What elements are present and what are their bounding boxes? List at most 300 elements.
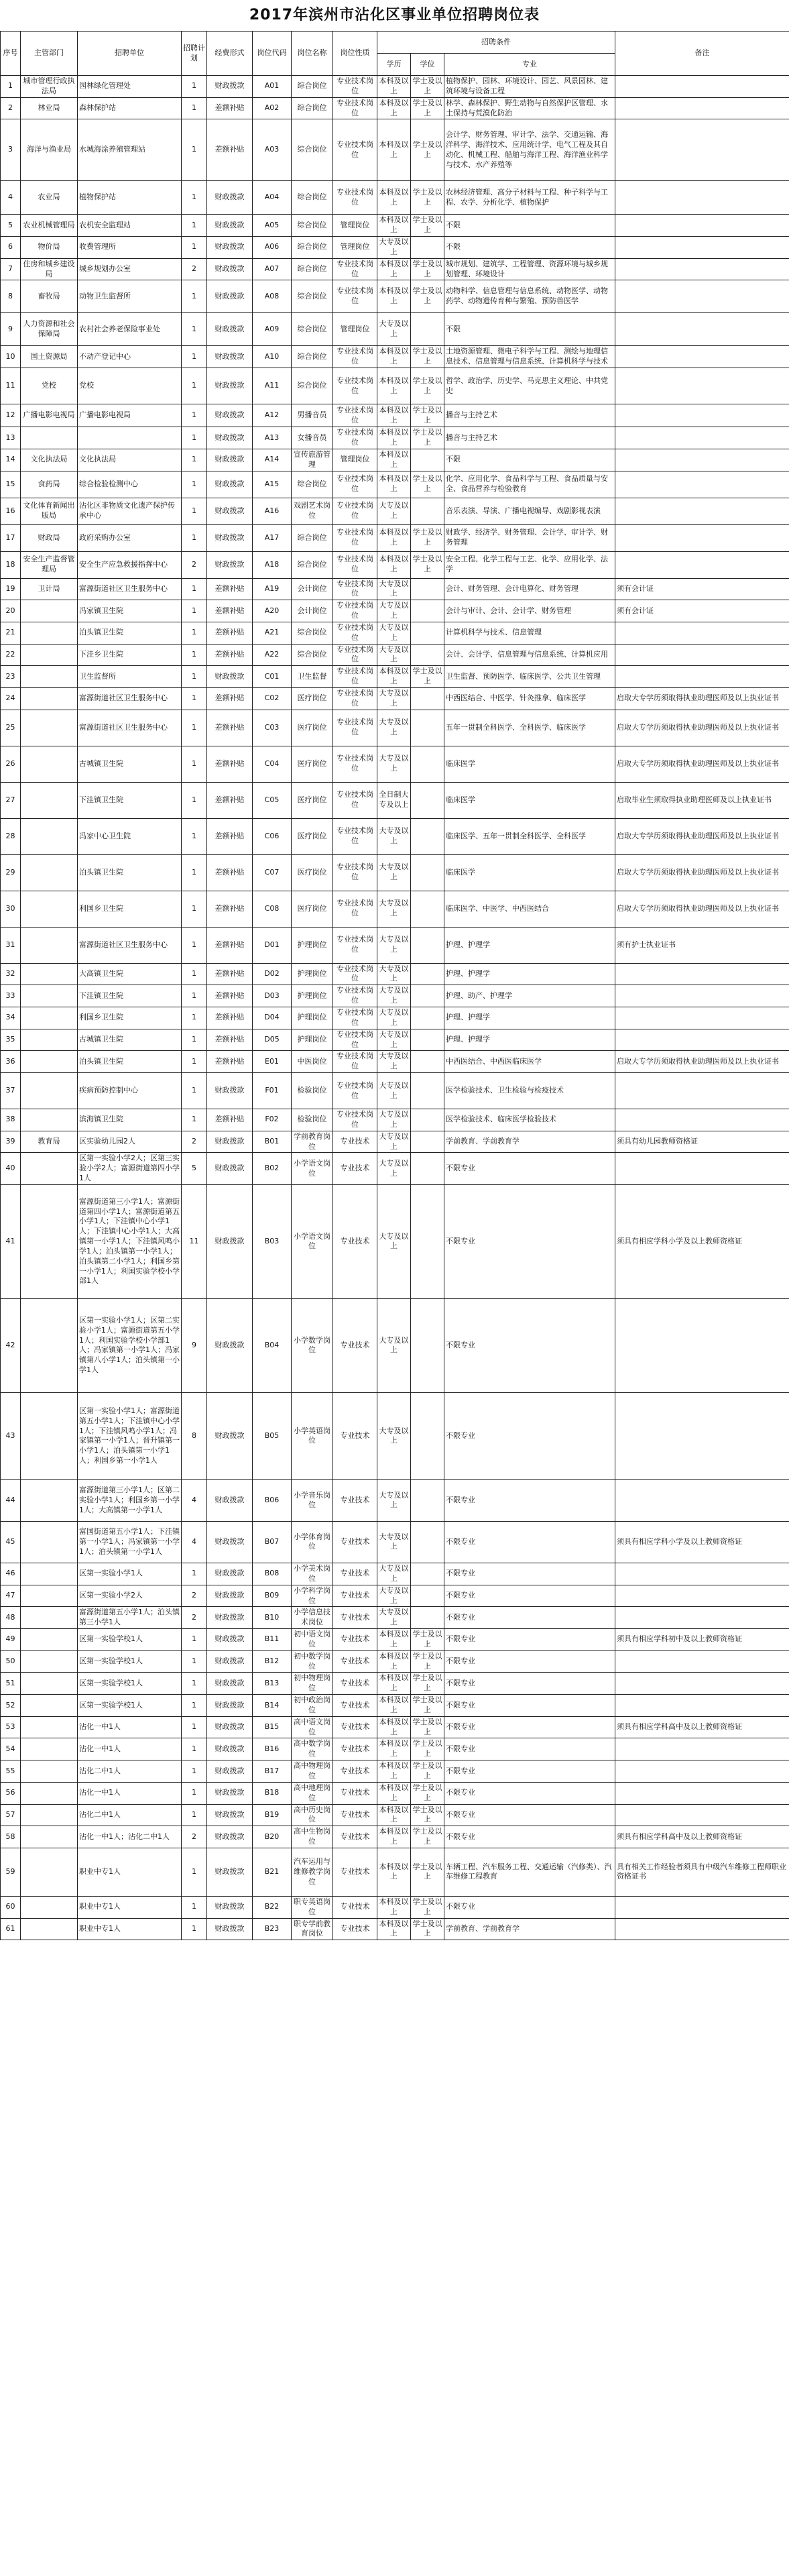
row-degree <box>411 622 444 644</box>
table-row <box>1 1607 789 1629</box>
row-degree: 学士及以上 <box>411 119 444 181</box>
table-row <box>1 854 789 891</box>
row-dept <box>21 963 78 985</box>
table-row <box>1 622 789 644</box>
row-fund: 财政拨款 <box>207 1782 253 1804</box>
row-education: 大专及以上 <box>377 687 411 710</box>
table-row <box>1 1073 789 1109</box>
row-nature: 专业技术岗位 <box>333 368 377 404</box>
row-unit: 疾病预防控制中心 <box>78 1073 182 1109</box>
row-no: 13 <box>1 427 21 449</box>
table-row <box>1 498 789 524</box>
table-row <box>1 1131 789 1153</box>
row-plan: 1 <box>182 854 207 891</box>
row-plan: 1 <box>182 746 207 782</box>
row-education: 大专及以上 <box>377 498 411 524</box>
row-code: A16 <box>253 498 292 524</box>
row-post: 医疗岗位 <box>292 746 333 782</box>
row-nature: 专业技术岗位 <box>333 498 377 524</box>
row-nature: 管理岗位 <box>333 313 377 346</box>
row-degree: 学士及以上 <box>411 1848 444 1896</box>
table-row <box>1 1716 789 1738</box>
row-fund: 差额补贴 <box>207 1051 253 1073</box>
row-education: 本科及以上 <box>377 1782 411 1804</box>
row-plan: 1 <box>182 1073 207 1109</box>
row-major: 学前教育、学前教育学 <box>444 1918 615 1940</box>
row-code: B02 <box>253 1153 292 1185</box>
row-dept <box>21 1392 78 1479</box>
row-major: 临床医学、中医学、中西医结合 <box>444 891 615 927</box>
row-dept: 城市管理行政执法局 <box>21 76 78 98</box>
table-row <box>1 449 789 471</box>
row-plan: 1 <box>182 666 207 688</box>
row-code: A15 <box>253 471 292 498</box>
row-plan: 1 <box>182 1563 207 1585</box>
row-dept <box>21 1650 78 1673</box>
row-no: 48 <box>1 1607 21 1629</box>
row-degree <box>411 985 444 1007</box>
row-post: 综合岗位 <box>292 280 333 313</box>
row-education: 本科及以上 <box>377 1716 411 1738</box>
row-plan: 1 <box>182 985 207 1007</box>
row-post: 综合岗位 <box>292 313 333 346</box>
row-note <box>615 524 789 551</box>
row-dept: 国土资源局 <box>21 346 78 368</box>
table-row <box>1 524 789 551</box>
row-dept: 广播电影电视局 <box>21 404 78 427</box>
table-row <box>1 404 789 427</box>
row-no: 39 <box>1 1131 21 1153</box>
row-plan: 1 <box>182 119 207 181</box>
row-nature: 专业技术岗位 <box>333 854 377 891</box>
row-code: D05 <box>253 1029 292 1051</box>
row-degree <box>411 1007 444 1029</box>
row-unit: 沾化二中1人 <box>78 1760 182 1783</box>
row-nature: 专业技术 <box>333 1563 377 1585</box>
row-nature: 专业技术 <box>333 1392 377 1479</box>
row-major: 中西医结合、中西医临床医学 <box>444 1051 615 1073</box>
row-post: 高中语文岗位 <box>292 1716 333 1738</box>
row-nature: 专业技术 <box>333 1695 377 1717</box>
row-fund: 财政拨款 <box>207 524 253 551</box>
row-unit: 富国街道第五小学1人；下洼镇第一小学1人；冯家镇第一小学1人；泊头镇第一小学1人 <box>78 1521 182 1563</box>
row-note <box>615 1298 789 1392</box>
row-degree <box>411 578 444 600</box>
row-degree <box>411 237 444 259</box>
row-education: 本科及以上 <box>377 119 411 181</box>
row-plan: 1 <box>182 368 207 404</box>
row-no: 31 <box>1 927 21 963</box>
row-note <box>615 368 789 404</box>
row-unit: 园林绿化管理处 <box>78 76 182 98</box>
row-dept: 海洋与渔业局 <box>21 119 78 181</box>
row-unit: 区第一实验学校1人 <box>78 1673 182 1695</box>
row-dept <box>21 1782 78 1804</box>
row-fund: 差额补贴 <box>207 600 253 622</box>
row-nature: 专业技术岗位 <box>333 818 377 854</box>
row-note <box>615 1153 789 1185</box>
row-major: 不限专业 <box>444 1629 615 1651</box>
row-code: B04 <box>253 1298 292 1392</box>
row-no: 55 <box>1 1760 21 1783</box>
table-row <box>1 119 789 181</box>
row-major: 播音与主持艺术 <box>444 404 615 427</box>
row-major: 不限专业 <box>444 1738 615 1760</box>
row-plan: 1 <box>182 76 207 98</box>
row-code: C07 <box>253 854 292 891</box>
row-note <box>615 1563 789 1585</box>
row-unit: 富源街道社区卫生服务中心 <box>78 578 182 600</box>
row-note <box>615 1029 789 1051</box>
row-education: 大专及以上 <box>377 1131 411 1153</box>
row-code: B22 <box>253 1896 292 1918</box>
row-unit: 区实验幼儿园2人 <box>78 1131 182 1153</box>
table-row <box>1 1007 789 1029</box>
row-no: 40 <box>1 1153 21 1185</box>
row-education: 大专及以上 <box>377 1109 411 1131</box>
row-major: 不限专业 <box>444 1563 615 1585</box>
row-unit: 泊头镇卫生院 <box>78 1051 182 1073</box>
row-dept <box>21 1007 78 1029</box>
row-fund: 财政拨款 <box>207 551 253 578</box>
row-fund: 财政拨款 <box>207 1073 253 1109</box>
row-code: B19 <box>253 1804 292 1826</box>
row-nature: 专业技术 <box>333 1738 377 1760</box>
row-degree: 学士及以上 <box>411 1650 444 1673</box>
row-code: B14 <box>253 1695 292 1717</box>
row-no: 1 <box>1 76 21 98</box>
row-post: 汽车运用与维修教学岗位 <box>292 1848 333 1896</box>
row-nature: 专业技术岗位 <box>333 524 377 551</box>
row-no: 53 <box>1 1716 21 1738</box>
row-unit: 沾化一中1人 <box>78 1782 182 1804</box>
row-major: 车辆工程、汽车服务工程、交通运输（汽修类）、汽车维修工程教育 <box>444 1848 615 1896</box>
table-row <box>1 471 789 498</box>
row-fund: 差额补贴 <box>207 927 253 963</box>
row-dept <box>21 666 78 688</box>
row-dept <box>21 854 78 891</box>
row-plan: 2 <box>182 551 207 578</box>
row-post: 综合岗位 <box>292 471 333 498</box>
row-major: 不限专业 <box>444 1804 615 1826</box>
row-code: B10 <box>253 1607 292 1629</box>
row-education: 大专及以上 <box>377 1607 411 1629</box>
row-note <box>615 1804 789 1826</box>
row-nature: 专业技术岗位 <box>333 119 377 181</box>
row-nature: 专业技术岗位 <box>333 644 377 666</box>
row-nature: 专业技术岗位 <box>333 927 377 963</box>
row-degree: 学士及以上 <box>411 1716 444 1738</box>
row-note: 启取大专学历须取得执业助理医师及以上执业证书 <box>615 891 789 927</box>
row-post: 初中数学岗位 <box>292 1650 333 1673</box>
row-post: 护理岗位 <box>292 963 333 985</box>
table-row <box>1 1479 789 1521</box>
row-no: 25 <box>1 710 21 746</box>
row-education: 大专及以上 <box>377 1153 411 1185</box>
row-nature: 专业技术 <box>333 1479 377 1521</box>
header-fund: 经费形式 <box>207 32 253 76</box>
row-nature: 专业技术岗位 <box>333 346 377 368</box>
row-unit: 职业中专1人 <box>78 1848 182 1896</box>
row-code: B15 <box>253 1716 292 1738</box>
row-note <box>615 1607 789 1629</box>
table-row <box>1 1109 789 1131</box>
row-code: B03 <box>253 1184 292 1298</box>
row-post: 小学科学岗位 <box>292 1585 333 1607</box>
row-major: 不限专业 <box>444 1826 615 1848</box>
row-unit: 沾化区非物质文化遗产保护传承中心 <box>78 498 182 524</box>
row-major: 哲学、政治学、历史学、马克思主义理论、中共党史 <box>444 368 615 404</box>
row-plan: 1 <box>182 1051 207 1073</box>
row-degree: 学士及以上 <box>411 181 444 215</box>
row-code: A01 <box>253 76 292 98</box>
row-code: A21 <box>253 622 292 644</box>
row-dept: 农业局 <box>21 181 78 215</box>
row-plan: 1 <box>182 449 207 471</box>
row-plan: 1 <box>182 622 207 644</box>
row-fund: 财政拨款 <box>207 1804 253 1826</box>
row-major: 不限专业 <box>444 1782 615 1804</box>
row-code: B17 <box>253 1760 292 1783</box>
table-row <box>1 1629 789 1651</box>
row-post: 小学体育岗位 <box>292 1521 333 1563</box>
row-education: 大专及以上 <box>377 1521 411 1563</box>
row-note <box>615 1782 789 1804</box>
table-row <box>1 280 789 313</box>
row-fund: 财政拨款 <box>207 1392 253 1479</box>
row-fund: 财政拨款 <box>207 666 253 688</box>
row-plan: 1 <box>182 1848 207 1896</box>
row-fund: 财政拨款 <box>207 1650 253 1673</box>
table-row <box>1 891 789 927</box>
row-post: 高中数学岗位 <box>292 1738 333 1760</box>
row-fund: 差额补贴 <box>207 1007 253 1029</box>
row-degree: 学士及以上 <box>411 471 444 498</box>
row-unit: 动物卫生监督所 <box>78 280 182 313</box>
row-education: 大专及以上 <box>377 1007 411 1029</box>
row-major: 植物保护、园林、环境设计、园艺、风景园林、建筑环境与设备工程 <box>444 76 615 98</box>
row-plan: 1 <box>182 710 207 746</box>
row-dept <box>21 1563 78 1585</box>
row-dept <box>21 644 78 666</box>
row-fund: 财政拨款 <box>207 1479 253 1521</box>
row-nature: 专业技术岗位 <box>333 746 377 782</box>
table-row <box>1 927 789 963</box>
row-no: 21 <box>1 622 21 644</box>
row-nature: 专业技术 <box>333 1918 377 1940</box>
row-note <box>615 237 789 259</box>
row-post: 小学语文岗位 <box>292 1153 333 1185</box>
row-post: 医疗岗位 <box>292 891 333 927</box>
row-unit: 利国乡卫生院 <box>78 891 182 927</box>
row-degree: 学士及以上 <box>411 1782 444 1804</box>
row-degree <box>411 963 444 985</box>
row-nature: 专业技术岗位 <box>333 181 377 215</box>
row-fund: 财政拨款 <box>207 237 253 259</box>
row-nature: 管理岗位 <box>333 237 377 259</box>
row-nature: 专业技术 <box>333 1521 377 1563</box>
row-plan: 1 <box>182 1716 207 1738</box>
row-major: 护理、护理学 <box>444 1029 615 1051</box>
row-note <box>615 666 789 688</box>
row-plan: 4 <box>182 1479 207 1521</box>
row-dept <box>21 1153 78 1185</box>
row-major: 临床医学 <box>444 782 615 818</box>
row-no: 57 <box>1 1804 21 1826</box>
row-note <box>615 1650 789 1673</box>
row-no: 37 <box>1 1073 21 1109</box>
row-major: 临床医学 <box>444 854 615 891</box>
row-code: C04 <box>253 746 292 782</box>
row-note: 启取毕业生须取得执业助理医师及以上执业证书 <box>615 782 789 818</box>
recruitment-table <box>0 31 789 1940</box>
row-dept: 党校 <box>21 368 78 404</box>
row-education: 本科及以上 <box>377 1896 411 1918</box>
row-major: 医学检验技术、临床医学检验技术 <box>444 1109 615 1131</box>
row-dept: 林业局 <box>21 97 78 119</box>
row-code: B21 <box>253 1848 292 1896</box>
row-code: B07 <box>253 1521 292 1563</box>
row-degree <box>411 644 444 666</box>
row-unit: 植物保护站 <box>78 181 182 215</box>
table-row <box>1 1896 789 1918</box>
row-degree: 学士及以上 <box>411 76 444 98</box>
row-no: 22 <box>1 644 21 666</box>
row-plan: 1 <box>182 818 207 854</box>
row-nature: 专业技术岗位 <box>333 687 377 710</box>
row-fund: 差额补贴 <box>207 1029 253 1051</box>
row-no: 27 <box>1 782 21 818</box>
row-post: 护理岗位 <box>292 985 333 1007</box>
row-nature: 专业技术岗位 <box>333 1051 377 1073</box>
row-dept <box>21 818 78 854</box>
row-dept <box>21 1716 78 1738</box>
row-code: A08 <box>253 280 292 313</box>
row-plan: 1 <box>182 1782 207 1804</box>
row-degree <box>411 1184 444 1298</box>
row-post: 综合岗位 <box>292 622 333 644</box>
row-note <box>615 622 789 644</box>
row-dept: 财政局 <box>21 524 78 551</box>
row-dept: 畜牧局 <box>21 280 78 313</box>
row-degree <box>411 1051 444 1073</box>
row-post: 宣传旅游管理 <box>292 449 333 471</box>
row-degree <box>411 1607 444 1629</box>
row-degree <box>411 498 444 524</box>
header-post: 岗位名称 <box>292 32 333 76</box>
row-note: 须具有相应学科小学及以上教师资格证 <box>615 1184 789 1298</box>
table-row <box>1 215 789 237</box>
row-degree <box>411 600 444 622</box>
row-no: 32 <box>1 963 21 985</box>
row-plan: 2 <box>182 1585 207 1607</box>
table-row <box>1 1782 789 1804</box>
row-no: 20 <box>1 600 21 622</box>
row-unit: 职业中专1人 <box>78 1918 182 1940</box>
row-fund: 财政拨款 <box>207 346 253 368</box>
row-education: 本科及以上 <box>377 346 411 368</box>
row-education: 本科及以上 <box>377 1918 411 1940</box>
row-no: 44 <box>1 1479 21 1521</box>
row-degree <box>411 818 444 854</box>
row-fund: 差额补贴 <box>207 578 253 600</box>
row-post: 职专学前教育岗位 <box>292 1918 333 1940</box>
row-nature: 专业技术岗位 <box>333 471 377 498</box>
row-dept <box>21 710 78 746</box>
row-code: F02 <box>253 1109 292 1131</box>
row-education: 本科及以上 <box>377 1804 411 1826</box>
row-dept: 卫计局 <box>21 578 78 600</box>
row-unit: 富源街道第三小学1人；富源街道第四小学1人；富源街道第五小学1人；下洼镇中心小学1人；下洼镇中心小学1人；大高镇第一小学1人；下洼镇风鸣小学1人；泊头镇第一小学1人；泊头镇第二小学1人；利国乡第一小学1人；利国实验学校小学部1人 <box>78 1184 182 1298</box>
row-code: F01 <box>253 1073 292 1109</box>
row-post: 高中生物岗位 <box>292 1826 333 1848</box>
row-degree: 学士及以上 <box>411 427 444 449</box>
row-degree: 学士及以上 <box>411 1804 444 1826</box>
header-code: 岗位代码 <box>253 32 292 76</box>
row-plan: 1 <box>182 1007 207 1029</box>
row-fund: 财政拨款 <box>207 1673 253 1695</box>
row-note: 须有会计证 <box>615 578 789 600</box>
row-code: A12 <box>253 404 292 427</box>
row-post: 会计岗位 <box>292 578 333 600</box>
row-education: 全日制大专及以上 <box>377 782 411 818</box>
row-education: 大专及以上 <box>377 854 411 891</box>
row-code: A07 <box>253 258 292 280</box>
row-unit: 文化执法局 <box>78 449 182 471</box>
row-post: 高中地理岗位 <box>292 1782 333 1804</box>
row-post: 检验岗位 <box>292 1109 333 1131</box>
row-unit: 区第一实验小学1人 <box>78 1563 182 1585</box>
row-nature: 专业技术岗位 <box>333 1007 377 1029</box>
row-code: C03 <box>253 710 292 746</box>
row-post: 综合岗位 <box>292 237 333 259</box>
row-plan: 2 <box>182 1131 207 1153</box>
row-post: 综合岗位 <box>292 97 333 119</box>
row-note <box>615 1479 789 1521</box>
row-major: 学前教育、学前教育学 <box>444 1131 615 1153</box>
row-dept <box>21 1184 78 1298</box>
row-dept <box>21 891 78 927</box>
row-no: 58 <box>1 1826 21 1848</box>
row-code: D04 <box>253 1007 292 1029</box>
row-post: 学前教育岗位 <box>292 1131 333 1153</box>
row-note <box>615 1673 789 1695</box>
row-post: 男播音员 <box>292 404 333 427</box>
row-fund: 差额补贴 <box>207 854 253 891</box>
row-education: 大专及以上 <box>377 746 411 782</box>
row-no: 6 <box>1 237 21 259</box>
row-fund: 差额补贴 <box>207 1109 253 1131</box>
row-dept <box>21 427 78 449</box>
row-plan: 4 <box>182 1521 207 1563</box>
row-education: 大专及以上 <box>377 1563 411 1585</box>
row-major: 不限专业 <box>444 1184 615 1298</box>
row-unit: 滨海镇卫生院 <box>78 1109 182 1131</box>
row-unit: 党校 <box>78 368 182 404</box>
table-row <box>1 644 789 666</box>
row-unit: 下洼镇卫生院 <box>78 985 182 1007</box>
row-no: 18 <box>1 551 21 578</box>
row-code: A22 <box>253 644 292 666</box>
row-no: 19 <box>1 578 21 600</box>
row-plan: 1 <box>182 600 207 622</box>
row-education: 大专及以上 <box>377 1073 411 1109</box>
row-plan: 1 <box>182 1029 207 1051</box>
row-dept <box>21 1804 78 1826</box>
row-code: A09 <box>253 313 292 346</box>
row-education: 大专及以上 <box>377 237 411 259</box>
table-row <box>1 1184 789 1298</box>
